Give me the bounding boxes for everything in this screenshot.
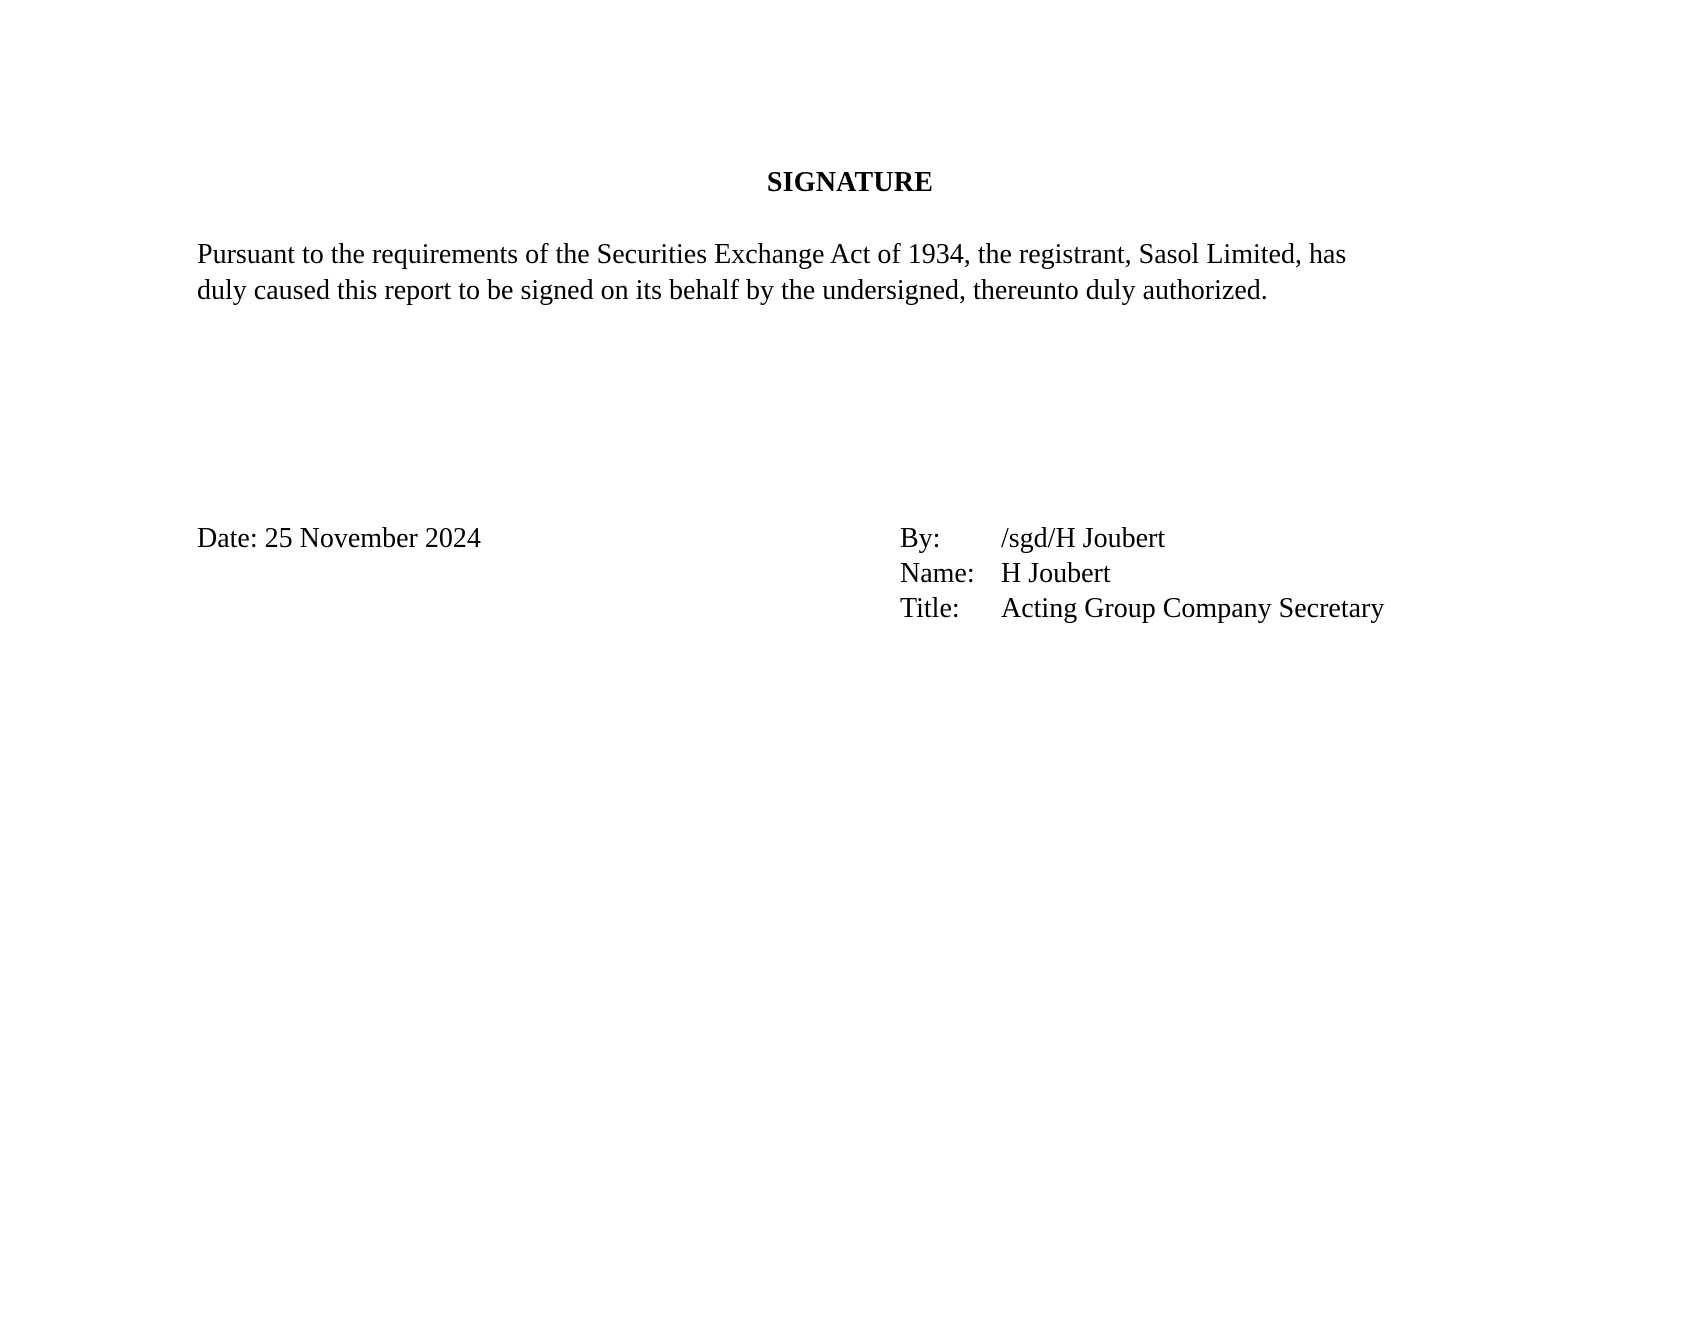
- signature-block: [900, 521, 1384, 626]
- signatory-title: Acting Group Company Secretary: [1001, 593, 1385, 624]
- signature-title-row: [900, 591, 1384, 626]
- page-title: SIGNATURE: [766, 167, 934, 198]
- statement-line-2: duly caused this report to be signed on its behalf by the undersigned, thereunto duly authorized.: [197, 275, 1268, 306]
- title-label: Title:: [900, 593, 960, 624]
- signatory-name: H Joubert: [1001, 558, 1111, 589]
- by-label: By:: [900, 523, 941, 554]
- signature-name-row: [900, 556, 1384, 591]
- name-label: Name:: [900, 558, 975, 589]
- signature-by-row: [900, 521, 1384, 556]
- signature-date: Date: 25 November 2024: [197, 523, 481, 554]
- signatory-signature: /sgd/H Joubert: [1001, 523, 1166, 554]
- statement-line-1: Pursuant to the requirements of the Securities Exchange Act of 1934, the registrant, Sasol Limited, has: [197, 239, 1347, 270]
- statement-paragraph: [197, 237, 1497, 309]
